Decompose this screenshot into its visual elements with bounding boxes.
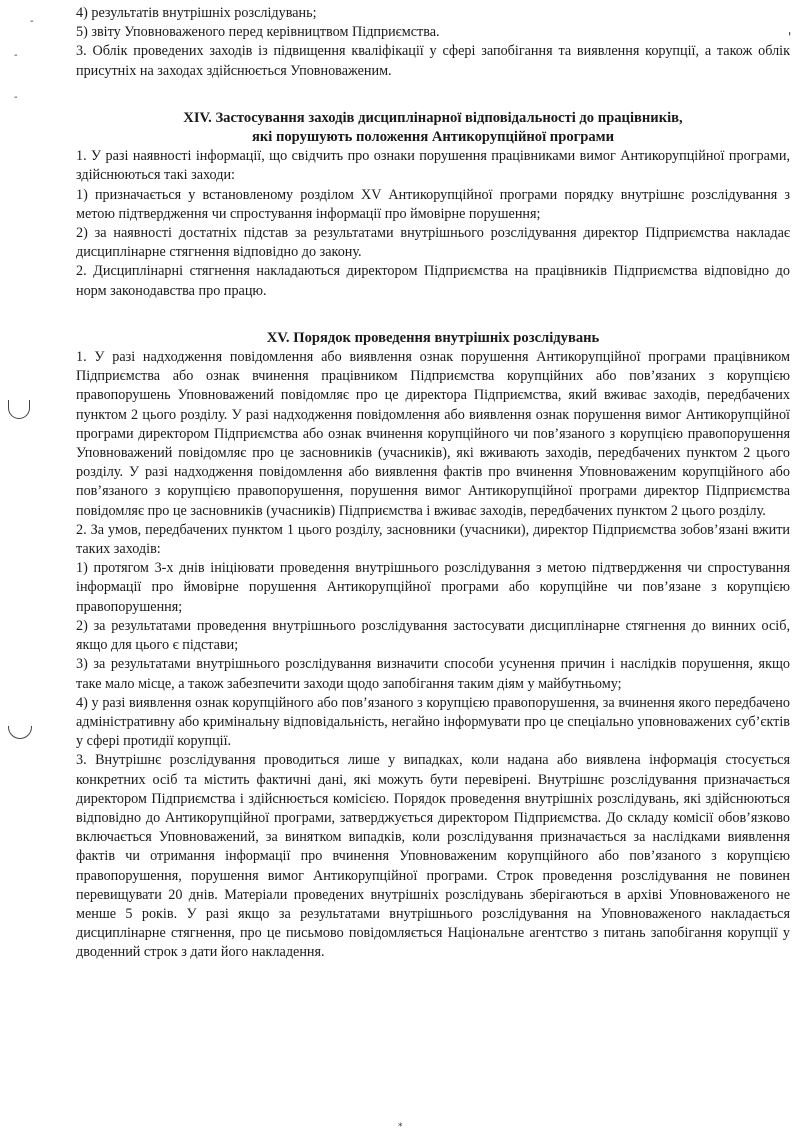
section-15-paragraph: 4) у разі виявлення ознак корупційного або пов’язаного з корупцією правопорушення, за вчинення якого передбачено адміністративну або кримінальну відповідальність, негайно інформувати про це спеціально уповноважених суб’єктів у сфері протидії корупції. (76, 694, 790, 750)
section-15-paragraph: 2. За умов, передбачених пунктом 1 цього розділу, засновники (учасники), директор Підприємства зобов’язані вжити таких заходів: (76, 521, 790, 558)
section-14-paragraph: 1. У разі наявності інформації, що свідчить про ознаки порушення працівниками вимог Антикорупційної програми, здійснюються такі заходи: (76, 148, 790, 184)
intro-item: 3. Облік проведених заходів із підвищення кваліфікації у сфері запобігання та виявлення корупції, а також облік присутніх на заходах здійснюється Уповноваженим. (76, 43, 790, 79)
section-14-title-line-2: які порушують положення Антикорупційної програми (251, 129, 615, 146)
section-14-paragraph: 1) призначається у встановленому розділом XV Антикорупційної програми порядку внутрішнє розслідування з метою підтвердження чи спростування інформації про ймовірне порушення; (76, 186, 790, 222)
footer-mark: * (398, 1122, 403, 1132)
punch-hole-mark-lower (8, 726, 32, 739)
section-15-title: XV. Порядок проведення внутрішніх розслідувань (266, 329, 600, 346)
margin-tick-left-2: - (14, 92, 18, 103)
document-body (76, 4, 790, 963)
margin-tick-top: - (30, 16, 34, 27)
section-14-paragraph: 2. Дисциплінарні стягнення накладаються директором Підприємства на працівників Підприємства відповідно до норм законодавства про працю. (76, 263, 790, 299)
punch-hole-mark-upper (8, 400, 30, 419)
intro-item: 5) звіту Уповноваженого перед керівництвом Підприємства. (76, 24, 440, 41)
margin-tick-left: - (14, 50, 18, 61)
section-15-paragraph: 2) за результатами проведення внутрішнього розслідування застосувати дисциплінарне стягнення до винних осіб, якщо для цього є підстави; (76, 617, 790, 654)
section-15-paragraph: 3) за результатами внутрішнього розслідування визначити способи усунення причин і наслідків порушення, якщо таке мало місце, а також забезпечити заходи щодо запобігання таким діям у майбутньому; (76, 656, 790, 692)
section-15-paragraph: 1. У разі надходження повідомлення або виявлення ознак порушення Антикорупційної програми працівником Підприємства або ознак вчинення працівником Підприємства корупційних або пов’язаних з корупцією правопорушень Уповноважений повідомляє про це директора Підприємства, який вживає заходів, передбачених пунктом 2 цього розділу. У разі надходження повідомлення або виявлення ознак порушення вимог Антикорупційної програми директором Підприємства або ознак вчинення корупційного чи пов’язаного з корупцією правопорушення Уповноважений повідомляє про це засновників (учасників), які вживають заходів, передбачених пунктом 2 цього розділу. У разі надходження повідомлення або виявлення фактів про вчинення Уповноваженим корупційного або пов’язаного з корупцією правопорушення, порушення вимог Антикорупційної програми директор Підприємства повідомляє про це засновників (учасників) Підприємства і вживає заходів, передбачених пунктом 2 цього розділу. (76, 349, 790, 519)
section-14-title-line-1: XIV. Застосування заходів дисциплінарної відповідальності до працівників, (183, 109, 683, 126)
intro-item: 4) результатів внутрішніх розслідувань; (76, 5, 317, 21)
section-14-paragraph: 2) за наявності достатніх підстав за результатами внутрішнього розслідування директор Підприємства накладає дисциплінарне стягнення відповідно до закону. (76, 225, 790, 261)
margin-tick-right: ' (788, 30, 792, 44)
section-15-paragraph: 3. Внутрішнє розслідування проводиться лише у випадках, коли надана або виявлена інформація стосується конкретних осіб та містить фактичні дані, які можуть бути перевірені. Внутрішнє розслідування призначається директором Підприємства і здійснюється комісією. Порядок проведення внутрішніх розслідувань, які здійснюються відповідно до Антикорупційної програми, затверджується директором Підприємства. До складу комісії обов’язково включається Уповноважений, за винятком випадків, коли розслідування призначається за наслідками виявлення фактів чи отримання інформації про вчинення Уповноваженим корупційного або пов’язаного з корупцією правопорушення, порушення вимог Антикорупційної програми. Строк проведення розслідування не повинен перевищувати 20 днів. Матеріали проведених внутрішніх розслідувань зберігаються в архіві Уповноваженого не менше 5 років. У разі якщо за результатами внутрішнього розслідування на Уповноваженого накладається дисциплінарне стягнення, про це письмово повідомляється Національне агентство з питань запобігання корупції у дводенний строк з дати його накладення. (76, 752, 790, 961)
section-15-paragraph: 1) протягом 3-х днів ініціювати проведення внутрішнього розслідування з метою підтвердження чи спростування інформації про ймовірне порушення Антикорупційної програми або корупційне чи пов’язане з корупцією правопорушення; (76, 560, 790, 615)
